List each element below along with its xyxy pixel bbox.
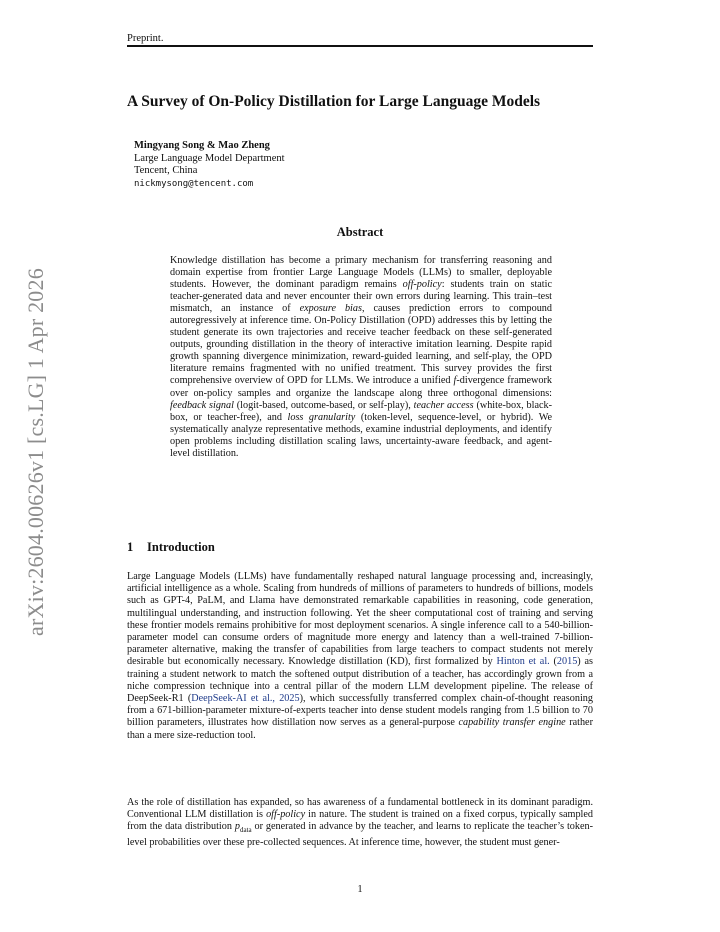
header-rule [127, 45, 593, 47]
paper-title: A Survey of On-Policy Distillation for Large Language Models [127, 93, 541, 110]
intro-paragraph-1: Large Language Models (LLMs) have fundamentally reshaped natural language processing and, increasingly, artificial intelligence as a whole. Scaling from hundreds of millions of parameters to hundreds of billions, models such as GPT-4, PaLM, and Llama have demonstrated remarkable capabilities in reasoning, code generation, multilingual understanding, and instruction following. Yet the sheer computational cost of training and serving these frontier models remains prohibitive for most deployment scenarios. A single inference call to a 540-billion-parameter model can consume orders of magnitude more energy and latency than a well-trained 7-billion-parameter alternative, making the transfer of capabilities from large teachers to compact students not merely desirable but economically necessary. Knowledge distillation (KD), first formalized by Hinton et al. (2015) as training a student network to match the softened output distribution of a teacher, has accordingly grown from a niche compression technique into a central pillar of the modern LLM development pipeline. The release of DeepSeek-R1 (DeepSeek-AI et al., 2025), which successfully transferred complex chain-of-thought reasoning from a 671-billion-parameter mixture-of-experts teacher into dense student models ranging from 1.5 billion to 70 billion parameters, illustrates how distillation now serves as a general-purpose capability transfer engine rather than a mere size-reduction tool. [127, 571, 593, 741]
author-names: Mingyang Song & Mao Zheng [134, 140, 270, 151]
section-title: Introduction [147, 540, 215, 554]
author-affiliation: Tencent, China [134, 165, 198, 176]
running-header: Preprint. [127, 33, 164, 44]
author-email: nickmysong@tencent.com [134, 178, 254, 189]
intro-paragraph-2: As the role of distillation has expanded, so has awareness of a fundamental bottleneck in its dominant paradigm. Conventional LLM distillation is off-policy in nature. The student is trained on a fixed corpus, typically sampled from the data distribution $p_{data}$ or generated in advance by the teacher, and learns to replicate the teacher’s token-level probabilities over these pre-collected sequences. At inference time, however, the student must gener- [127, 797, 593, 848]
abstract-heading: Abstract [336, 225, 384, 239]
section-number: 1 [127, 540, 134, 554]
citation-link-deepseek[interactable]: DeepSeek-AI et al., 2025 [191, 693, 300, 705]
page-number: 1 [357, 884, 363, 895]
citation-link-hinton[interactable]: Hinton et al. [496, 656, 550, 668]
arxiv-identifier: arXiv:2604.00626v1 [cs.LG] 1 Apr 2026 [23, 268, 48, 636]
math-p-data: p [234, 821, 240, 833]
citation-link-hinton-year[interactable]: 2015 [556, 656, 578, 668]
author-block [134, 140, 285, 190]
abstract-text: Knowledge distillation has become a primary mechanism for transferring reasoning and domain expertise from frontier Large Language Models (LLMs) to smaller, deployable students. However, the dominant paradigm remains off-policy: students train on static teacher-generated data and never encounter their own errors during learning. This train–test mismatch, an instance of exposure bias, causes prediction errors to compound autoregressively at inference time. On-Policy Distillation (OPD) addresses this by letting the student generate its own trajectories and receive teacher feedback on these self-generated outputs, grounding distillation in the theory of interactive imitation learning. Despite rapid growth spanning divergence minimization, reward-guided learning, and self-play, the OPD literature remains fragmented with no unified treatment. This survey provides the first comprehensive overview of OPD for LLMs. We introduce a unified f-divergence framework over on-policy samples and organize the landscape along three orthogonal dimensions: feedback signal (logit-based, outcome-based, or self-play), teacher access (white-box, black-box, or teacher-free), and loss granularity (token-level, sequence-level, or hybrid). We systematically analyze representative methods, examine industrial deployments, and identify open problems including distillation scaling laws, uncertainty-aware feedback, and agent-level distillation. [170, 255, 553, 459]
author-department: Large Language Model Department [134, 152, 285, 164]
section-heading [127, 540, 215, 555]
